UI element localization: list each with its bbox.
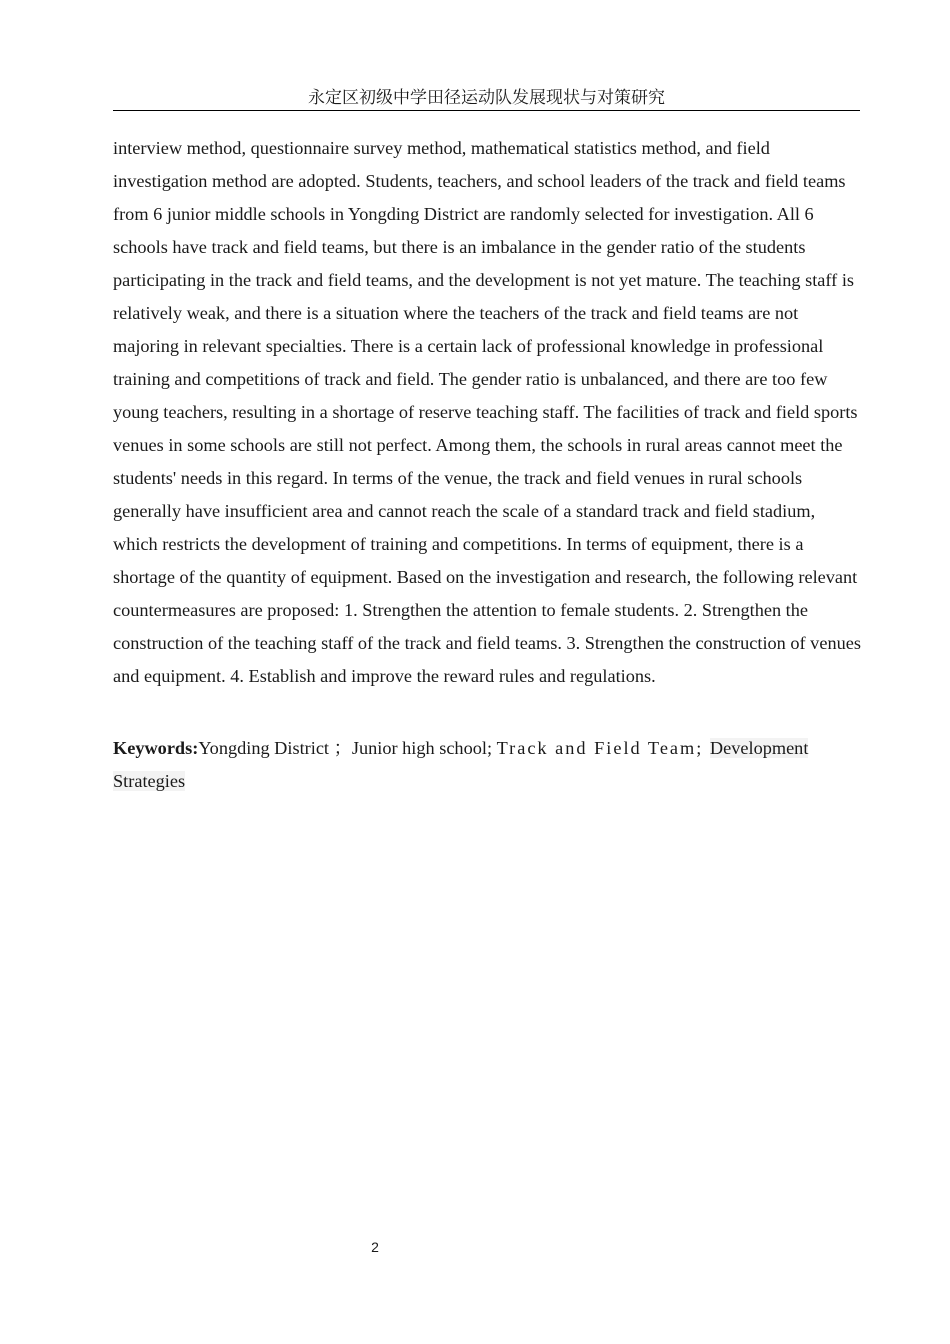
keywords-line [113, 732, 863, 798]
keyword-group-1: Yongding District ；Junior high school; [198, 738, 497, 758]
keywords-label: Keywords: [113, 738, 199, 758]
page-number: 2 [371, 1239, 379, 1255]
running-header [113, 86, 860, 111]
keyword-group-3: Development Strategies [113, 738, 809, 791]
running-header-title: 永定区初级中学田径运动队发展现状与对策研究 [308, 88, 665, 108]
keyword-group-2: Track and Field Team; [496, 738, 710, 758]
abstract-paragraph: interview method, questionnaire survey method, mathematical statistics method, and field investigation method are adopted. Students, teachers, and school leaders of the track and field teams from 6 junior middle schools in Yongding District are randomly selected for investigation. All 6 schools have track and field teams, but there is an imbalance in the gender ratio of the students participating in the track and field teams, and the development is not yet mature. The teaching staff is relatively weak, and there is a situation where the teachers of the track and field teams are not majoring in relevant specialties. There is a certain lack of professional knowledge in professional training and competitions of track and field. The gender ratio is unbalanced, and there are too few young teachers, resulting in a shortage of reserve teaching staff. The facilities of track and field sports venues in some schools are still not perfect. Among them, the schools in rural areas cannot meet the students' needs in this regard. In terms of the venue, the track and field venues in rural schools generally have insufficient area and cannot reach the scale of a standard track and field stadium, which restricts the development of training and competitions. In terms of equipment, there is a shortage of the quantity of equipment. Based on the investigation and research, the following relevant countermeasures are proposed: 1. Strengthen the attention to female students. 2. Strengthen the construction of the teaching staff of the track and field teams. 3. Strengthen the construction of venues and equipment. 4. Establish and improve the reward rules and regulations. [113, 138, 861, 686]
